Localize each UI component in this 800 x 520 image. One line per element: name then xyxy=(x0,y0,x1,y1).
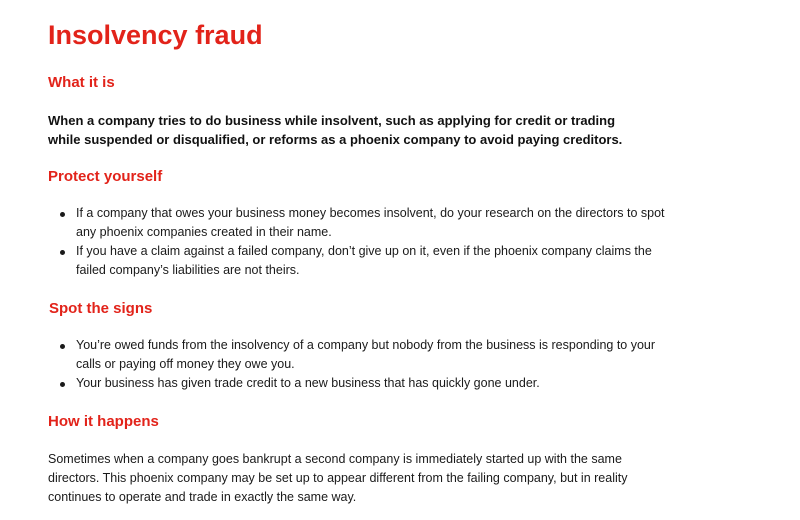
bullet-icon xyxy=(60,382,65,387)
section-heading-how-it-happens: How it happens xyxy=(48,413,159,430)
section-heading-protect-yourself: Protect yourself xyxy=(48,168,163,185)
bullet-icon xyxy=(60,212,65,217)
page-title: Insolvency fraud xyxy=(48,20,263,50)
list-item-text: You’re owed funds from the insolvency of a company but nobody from the business is responding to your calls or paying off money they owe you. xyxy=(76,338,656,371)
how-it-happens-text: Sometimes when a company goes bankrupt a second company is immediately started up with the same directors. This phoenix company may be set up to appear different from the failing company, but in reality continues to operate and trade in exactly the same way. xyxy=(48,452,628,504)
what-it-is-text: When a company tries to do business while insolvent, such as applying for credit or trading while suspended or disqualified, or reforms as a phoenix company to avoid paying creditors. xyxy=(48,113,623,147)
list-item xyxy=(48,336,668,374)
bullet-icon xyxy=(60,344,65,349)
bullet-icon xyxy=(60,250,65,255)
list-item xyxy=(48,242,668,280)
spot-the-signs-list xyxy=(48,336,668,393)
list-item xyxy=(48,204,668,242)
list-item-text: If a company that owes your business money becomes insolvent, do your research on the directors to spot any phoenix companies created in their name. xyxy=(76,206,665,239)
section-heading-what-it-is: What it is xyxy=(48,74,115,91)
list-item-text: Your business has given trade credit to a new business that has quickly gone under. xyxy=(76,376,540,390)
list-item xyxy=(48,374,668,393)
list-item-text: If you have a claim against a failed company, don’t give up on it, even if the phoenix company claims the failed company’s liabilities are not theirs. xyxy=(76,244,652,277)
section-heading-spot-the-signs: Spot the signs xyxy=(49,300,153,317)
protect-yourself-list xyxy=(48,204,668,280)
